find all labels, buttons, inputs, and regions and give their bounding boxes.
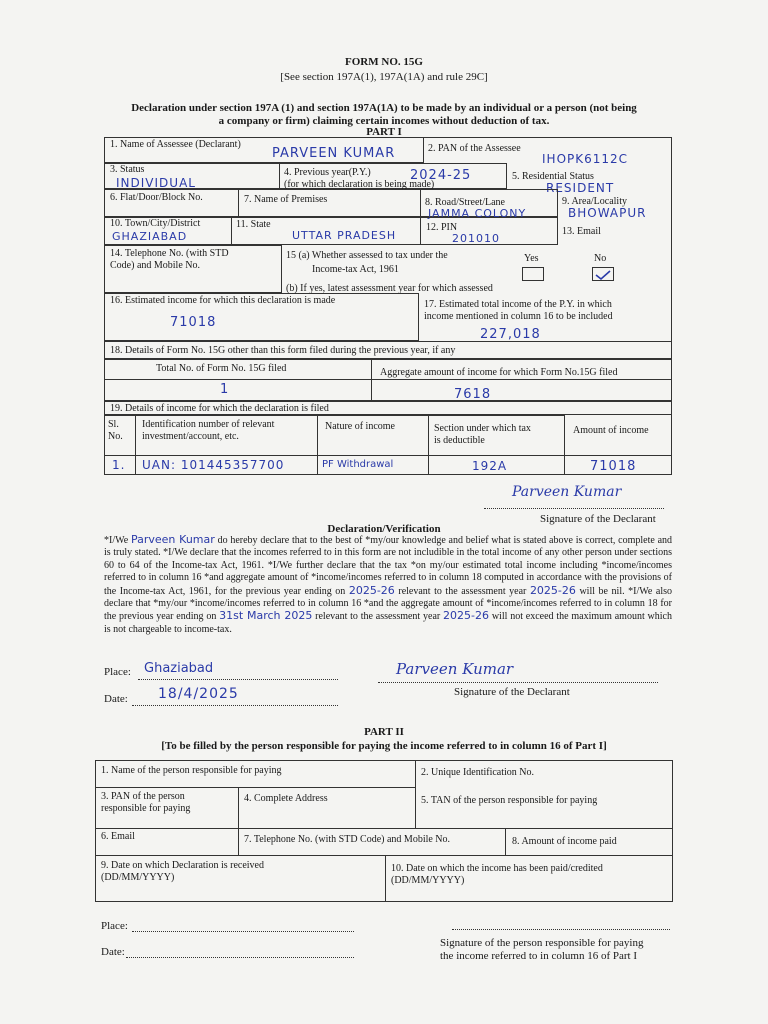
- road-label: 8. Road/Street/Lane: [425, 197, 505, 208]
- total-filed-value: 1: [220, 382, 230, 397]
- p2-signature-line: [452, 929, 670, 930]
- row-sl-value: 1.: [112, 458, 126, 472]
- verification-paragraph: [104, 534, 672, 636]
- phone-label-2: Code) and Mobile No.: [110, 260, 200, 271]
- verification-text-3: will be nil. *I/We also declare that *my/our *income/incomes referred to in column 16 *and the aggregate amount of *income/incomes referred to in column 18 for the previous year ending on: [104, 585, 672, 623]
- town-label: 10. Town/City/District: [110, 218, 201, 229]
- aggregate-value: 7618: [454, 387, 492, 402]
- verification-text-4: relevant to the assessment year: [315, 611, 441, 623]
- row-amount-value: 71018: [590, 459, 637, 474]
- section-label-2: is deductible: [434, 435, 485, 446]
- aggregate-label: Aggregate amount of income for which Form No.15G filed: [380, 367, 618, 378]
- prev-year-value: 2024-25: [410, 168, 472, 183]
- section-label: Section under which tax: [434, 423, 531, 434]
- pin-value: 201010: [452, 232, 500, 245]
- p2-date-label: Date:: [101, 946, 125, 958]
- row-nature-value: PF Withdrawal: [322, 459, 394, 470]
- year-end-value: 2025-26: [348, 583, 395, 597]
- signature1-line: [484, 508, 664, 509]
- phone-label: 14. Telephone No. (with STD: [110, 248, 229, 259]
- assessed-label-2: Income-tax Act, 1961: [312, 264, 399, 275]
- name-label: 1. Name of Assessee (Declarant): [110, 139, 241, 150]
- signature2-line: [378, 682, 658, 683]
- est-total-value: 227,018: [480, 327, 541, 342]
- details19-label: 19. Details of income for which the declaration is filed: [110, 403, 329, 414]
- pan-value: IHOPK6112C: [542, 152, 629, 166]
- p2-place-line: [132, 931, 354, 932]
- state-label: 11. State: [236, 219, 271, 230]
- p2-label-9b: (DD/MM/YYYY): [101, 872, 175, 883]
- check-mark-icon: [593, 269, 613, 281]
- verification-text-2: relevant to the assessment year: [398, 585, 527, 597]
- p2-label-7: 7. Telephone No. (with STD Code) and Mobile No.: [244, 834, 451, 845]
- ident-label: Identification number of relevant: [142, 419, 275, 430]
- form-number: FORM NO. 15G: [345, 56, 423, 68]
- nature-label: Nature of income: [325, 421, 395, 432]
- place-value: Ghaziabad: [144, 661, 214, 676]
- we-text: *I/We: [104, 535, 129, 546]
- premises-label: 7. Name of Premises: [244, 194, 328, 205]
- area-value: BHOWAPUR: [568, 206, 647, 220]
- yes-label: Yes: [524, 253, 539, 264]
- p2-label-10b: (DD/MM/YYYY): [391, 875, 465, 886]
- latest-year-label: (b) If yes, latest assessment year for which assessed: [286, 283, 493, 294]
- declarant-signature-1: Parveen Kumar: [512, 484, 622, 500]
- declaration-heading-line1: Declaration under section 197A (1) and section 197A(1A) to be made by an individual or a person (not being: [131, 102, 637, 114]
- verification-text-1: do hereby declare that to the best of *my/our knowledge and belief what is stated above is correct, complete and is truly stated. *I/We declare that the incomes referred to in this form are not includible in the total income of any other person under sections 60 to 64 of the Income-tax Act, 1961. *I/We further declare that the tax *on my/our estimated total income including *income/incomes referred to in column 16 *and aggregate amount of *income/incomes referred to in column 18 computed in accordance with the provisions of the Income-tax Act, 1961, for the previous year ending on: [104, 535, 673, 597]
- yes-checkbox[interactable]: [522, 267, 544, 281]
- signature1-label: Signature of the Declarant: [540, 513, 656, 525]
- row-section-value: 192A: [472, 459, 508, 473]
- pan-label: 2. PAN of the Assessee: [428, 143, 521, 154]
- no-checkbox[interactable]: [592, 267, 614, 281]
- part2-title: PART II: [364, 726, 404, 738]
- prev-year-sub-label: (for which declaration is being made): [284, 179, 435, 190]
- part2-subtitle: [To be filled by the person responsible for paying the income referred to in column 16 of Part I]: [161, 740, 607, 752]
- assessed-label: 15 (a) Whether assessed to tax under the: [286, 250, 448, 261]
- p2-label-8: 8. Amount of income paid: [512, 836, 617, 847]
- amount-label: Amount of income: [573, 425, 649, 436]
- p2-label-1: 1. Name of the person responsible for paying: [101, 765, 282, 776]
- date-line: [132, 705, 338, 706]
- area-label: 9. Area/Locality: [562, 196, 627, 207]
- row-ident-value: UAN: 101445357700: [142, 458, 285, 472]
- signature2-label: Signature of the Declarant: [454, 686, 570, 698]
- p2-label-3b: responsible for paying: [101, 803, 191, 814]
- est-total-label: 17. Estimated total income of the P.Y. in which: [424, 299, 612, 310]
- est-income-value: 71018: [170, 315, 217, 330]
- p2-label-2: 2. Unique Identification No.: [421, 767, 535, 778]
- details18-label: 18. Details of Form No. 15G other than this form filed during the previous year, if any: [110, 345, 456, 356]
- status-value: INDIVIDUAL: [116, 176, 196, 190]
- p2-label-3: 3. PAN of the person: [101, 791, 185, 802]
- town-value: GHAZIABAD: [112, 230, 188, 243]
- date-label: Date:: [104, 693, 128, 705]
- p2-label-10: 10. Date on which the income has been paid/credited: [391, 863, 603, 874]
- verification-name: Parveen Kumar: [130, 533, 215, 546]
- p2-label-4: 4. Complete Address: [244, 793, 328, 804]
- est-income-label: 16. Estimated income for which this declaration is made: [110, 295, 336, 306]
- ident-label-2: investment/account, etc.: [142, 431, 239, 442]
- previous-year-ending-value: 31st March 2025: [219, 609, 313, 623]
- assessment-year-2-value: 2025-26: [443, 609, 490, 623]
- p2-label-5: 5. TAN of the person responsible for paying: [421, 795, 598, 806]
- sl-label: Sl.: [108, 419, 119, 430]
- place-line: [138, 679, 338, 680]
- status-label: 3. Status: [110, 164, 145, 175]
- name-value: PARVEEN KUMAR: [272, 146, 396, 161]
- total-filed-label: Total No. of Form No. 15G filed: [156, 363, 287, 374]
- prev-year-label: 4. Previous year(P.Y.): [284, 167, 371, 178]
- no-label-col: No.: [108, 431, 123, 442]
- section-reference: [See section 197A(1), 197A(1A) and rule 29C]: [280, 71, 488, 83]
- flat-label: 6. Flat/Door/Block No.: [110, 192, 203, 203]
- declaration-heading-line2: a company or firm) claiming certain incomes without deduction of tax.: [218, 115, 550, 127]
- road-value: JAMMA COLONY: [428, 207, 527, 220]
- date-value: 18/4/2025: [158, 686, 239, 702]
- p2-label-6: 6. Email: [101, 831, 135, 842]
- est-total-label-2: income mentioned in column 16 to be included: [424, 311, 613, 322]
- pin-label: 12. PIN: [426, 222, 458, 233]
- assessment-year-value: 2025-26: [529, 583, 576, 597]
- verification-title: Declaration/Verification: [327, 523, 441, 535]
- declarant-signature-2: Parveen Kumar: [396, 660, 514, 678]
- p2-place-label: Place:: [101, 920, 128, 932]
- state-value: UTTAR PRADESH: [292, 229, 397, 242]
- p2-signature-label-1: Signature of the person responsible for paying: [440, 937, 644, 949]
- p2-date-line: [126, 957, 354, 958]
- email-label: 13. Email: [562, 226, 601, 237]
- no-label: No: [594, 253, 607, 264]
- verification-text-5: will not exceed the maximum amount which is not chargeable to income-tax.: [104, 611, 672, 635]
- p2-signature-label-2: the income referred to in column 16 of Part I: [440, 950, 638, 962]
- res-status-label: 5. Residential Status: [512, 171, 594, 182]
- res-status-value: RESIDENT: [546, 181, 615, 195]
- place-label: Place:: [104, 666, 131, 678]
- p2-label-9: 9. Date on which Declaration is received: [101, 860, 264, 871]
- part1-title: PART I: [366, 126, 402, 138]
